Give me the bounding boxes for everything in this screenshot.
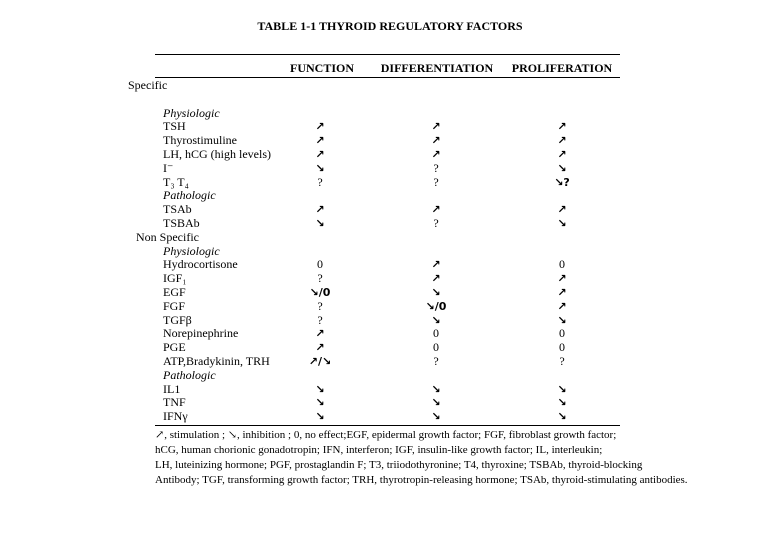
- differentiation-cell: ↗: [431, 120, 441, 134]
- proliferation-cell: ↘: [557, 396, 567, 410]
- proliferation-cell: ↗: [557, 203, 567, 217]
- row-label: IL1: [163, 381, 181, 396]
- proliferation-cell: ↘: [557, 217, 567, 230]
- differentiation-cell: 0: [433, 326, 439, 341]
- section-label: Non Specific: [136, 229, 199, 244]
- function-cell: ↘: [315, 382, 325, 396]
- subsection-label: Pathologic: [163, 367, 216, 382]
- function-cell: ↗: [315, 134, 325, 148]
- row-label: Norepinephrine: [163, 326, 239, 341]
- function-cell: ↘/0: [309, 286, 331, 299]
- table-row: [0, 300, 780, 314]
- table-row: [0, 231, 780, 245]
- differentiation-cell: ↘: [431, 410, 441, 424]
- table-row: [0, 355, 780, 369]
- proliferation-cell: ?: [559, 354, 565, 368]
- row-label: ATP,Bradykinin, TRH: [163, 354, 270, 368]
- function-cell: ↗: [315, 203, 325, 217]
- legend-line: ↗, stimulation ; ↘, inhibition ; 0, no effect;EGF, epidermal growth factor; FGF, fibroblast growth factor;: [155, 429, 617, 441]
- table-row: [0, 148, 780, 162]
- legend-line: LH, luteinizing hormone; PGF, prostaglandin F; T3, triiodothyronine; T4, thyroxine; TSBAb, thyroid-blocking: [155, 459, 643, 471]
- section-label: Specific: [128, 78, 168, 92]
- table-row: [0, 176, 780, 190]
- table-row: [0, 120, 780, 134]
- proliferation-cell: ↘: [557, 410, 567, 424]
- function-cell: ?: [317, 312, 323, 327]
- differentiation-cell: ?: [433, 354, 439, 368]
- proliferation-cell: 0: [559, 257, 565, 272]
- function-cell: ↗: [315, 120, 325, 134]
- differentiation-cell: ↗: [431, 272, 441, 286]
- bottom-rule: [155, 425, 620, 426]
- row-label: TSAb: [163, 202, 192, 217]
- table-row: [0, 217, 780, 231]
- differentiation-cell: ↗: [431, 258, 441, 272]
- proliferation-cell: ↗: [557, 120, 567, 134]
- function-cell: ↗: [315, 341, 325, 355]
- column-header-function: FUNCTION: [289, 61, 355, 75]
- function-cell: 0: [317, 257, 323, 272]
- differentiation-cell: ↘: [431, 396, 441, 410]
- table-legend: [155, 428, 765, 488]
- differentiation-cell: ?: [433, 160, 439, 175]
- differentiation-cell: ↗: [431, 148, 441, 161]
- differentiation-cell: ↘: [431, 313, 441, 327]
- differentiation-cell: ↘/0: [425, 299, 447, 313]
- proliferation-cell: ↗: [557, 134, 567, 148]
- top-rule: [155, 54, 620, 55]
- proliferation-cell: ↘: [557, 313, 567, 327]
- proliferation-cell: ↘: [557, 161, 567, 175]
- table-row: [0, 286, 780, 300]
- subsection-label: Physiologic: [163, 243, 220, 258]
- differentiation-cell: ↘: [431, 382, 441, 396]
- table-row: [0, 203, 780, 217]
- row-label: LH, hCG (high levels): [163, 147, 271, 161]
- table-row: [0, 410, 780, 424]
- table-row: [0, 272, 780, 286]
- differentiation-cell: ↘: [431, 286, 441, 299]
- table-row: [0, 79, 780, 93]
- proliferation-cell: 0: [559, 340, 565, 355]
- row-label: TNF: [163, 395, 186, 410]
- differentiation-cell: ↗: [431, 134, 441, 148]
- row-label: Hydrocortisone: [163, 257, 238, 272]
- proliferation-cell: ↗: [557, 148, 567, 161]
- table-row: [0, 189, 780, 203]
- proliferation-cell: 0: [559, 326, 565, 341]
- proliferation-cell: ↗: [557, 286, 567, 299]
- table-row: [0, 383, 780, 397]
- function-cell: ↘: [315, 161, 325, 175]
- proliferation-cell: ↗: [557, 299, 567, 313]
- function-cell: ?: [317, 271, 323, 286]
- row-label: TSBAb: [163, 216, 200, 230]
- proliferation-cell: ↗: [557, 272, 567, 286]
- differentiation-cell: ?: [433, 174, 439, 189]
- row-label: I⁻: [163, 160, 174, 175]
- function-cell: ↘: [315, 410, 325, 424]
- function-cell: ?: [317, 174, 323, 189]
- table-row: [0, 314, 780, 328]
- table-row: [0, 327, 780, 341]
- row-label: IFNγ: [163, 409, 188, 424]
- subsection-label: Physiologic: [163, 105, 220, 120]
- function-cell: ↗: [315, 327, 325, 341]
- column-header-differentiation: DIFFERENTIATION: [380, 61, 494, 75]
- function-cell: ?: [317, 298, 323, 313]
- table-row: [0, 245, 780, 259]
- table-row: [0, 93, 780, 107]
- function-cell: ↗/↘: [308, 355, 332, 368]
- function-cell: ↘: [315, 396, 325, 410]
- row-label: EGF: [163, 285, 186, 299]
- legend-line: hCG, human chorionic gonadotropin; IFN, interferon; IGF, insulin-like growth factor; IL, interleukin;: [155, 444, 603, 456]
- table-row: [0, 258, 780, 272]
- function-cell: ↘: [315, 217, 325, 230]
- table-row: [0, 369, 780, 383]
- legend-line: Antibody; TGF, transforming growth factor; TRH, thyrotropin-releasing hormone; TSAb, thyroid-stimulating antibodies.: [155, 474, 688, 486]
- row-label: TGFβ: [163, 312, 192, 327]
- function-cell: ↗: [315, 148, 325, 161]
- table-title: TABLE 1-1 THYROID REGULATORY FACTORS: [257, 19, 523, 33]
- proliferation-cell: ↘: [557, 382, 567, 396]
- differentiation-cell: ↗: [431, 203, 441, 217]
- table-row: [0, 341, 780, 355]
- table-row: [0, 107, 780, 121]
- row-label: FGF: [163, 298, 186, 313]
- subsection-label: Pathologic: [163, 188, 216, 203]
- differentiation-cell: 0: [433, 340, 439, 355]
- table-row: [0, 396, 780, 410]
- table-row: [0, 162, 780, 176]
- row-label: TSH: [163, 119, 186, 134]
- row-label: IGF₁: [163, 271, 187, 286]
- table-row: [0, 134, 780, 148]
- proliferation-cell: ↘?: [554, 175, 570, 189]
- row-label: T₃ T₄: [163, 174, 189, 189]
- header-rule: [155, 77, 620, 78]
- row-label: Thyrostimuline: [163, 133, 237, 148]
- column-header-proliferation: PROLIFERATION: [511, 61, 613, 75]
- row-label: PGE: [163, 340, 186, 355]
- differentiation-cell: ?: [433, 216, 439, 230]
